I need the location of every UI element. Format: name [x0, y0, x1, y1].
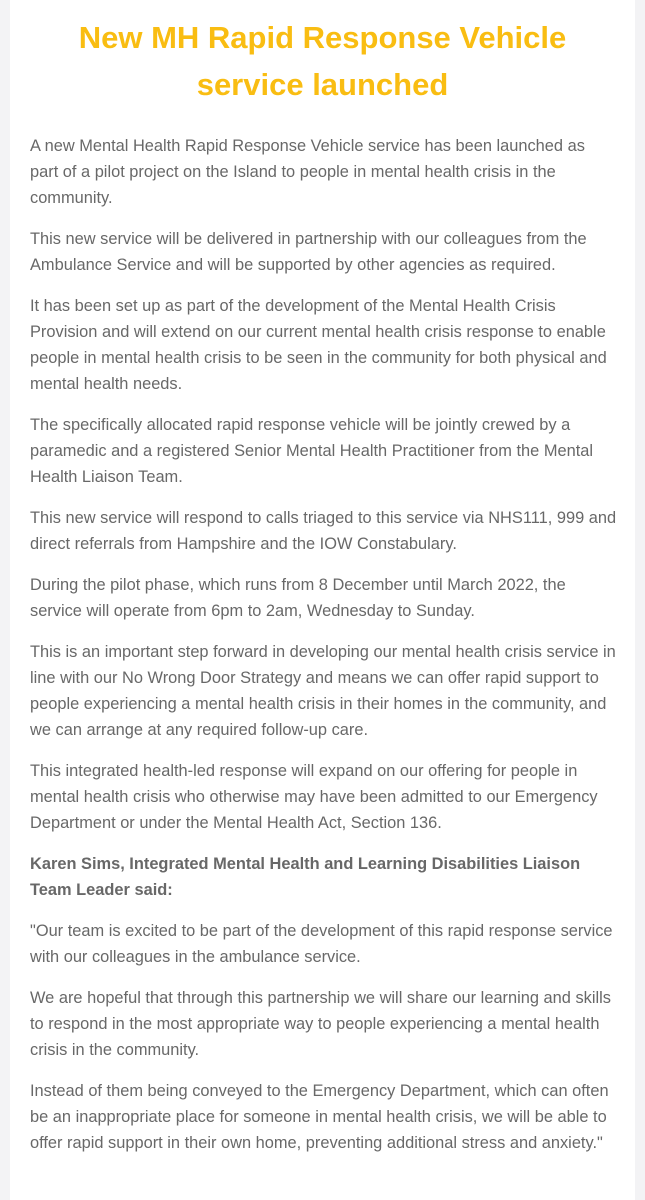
paragraph: During the pilot phase, which runs from 8 December until March 2022, the service will operate from 6pm to 2am, Wednesday to Sunday.	[30, 576, 566, 620]
paragraph: The specifically allocated rapid response vehicle will be jointly crewed by a paramedic and a registered Senior Mental Health Practitioner from the Mental Health Liaison Team.	[30, 416, 594, 486]
paragraph: A new Mental Health Rapid Response Vehicle service has been launched as part of a pilot project on the Island to people in mental health crisis in the community.	[30, 137, 585, 207]
quote-paragraph: Instead of them being conveyed to the Emergency Department, which can often be an inappropriate place for someone in mental health crisis, we will be able to offer rapid support in their own home, preventing additional stress and anxiety."	[30, 1082, 609, 1152]
paragraph: This integrated health-led response will expand on our offering for people in mental health crisis who otherwise may have been admitted to our Emergency Department or under the Mental Health Act, Section 136.	[30, 762, 598, 832]
paragraph: It has been set up as part of the development of the Mental Health Crisis Provision and will extend on our current mental health crisis response to enable people in mental health crisis to be seen in the community for both physical and mental health needs.	[30, 297, 607, 393]
quote-attribution: Karen Sims, Integrated Mental Health and Learning Disabilities Liaison Team Leader said:	[30, 855, 581, 899]
article-card	[10, 0, 635, 1200]
paragraph: This new service will be delivered in partnership with our colleagues from the Ambulance Service and will be supported by other agencies as required.	[30, 230, 587, 274]
quote-paragraph: We are hopeful that through this partnership we will share our learning and skills to respond in the most appropriate way to people experiencing a mental health crisis in the community.	[30, 989, 611, 1059]
paragraph: This is an important step forward in developing our mental health crisis service in line with our No Wrong Door Strategy and means we can offer rapid support to people experiencing a mental health crisis in their homes in the community, and we can arrange at any required follow-up care.	[30, 643, 616, 739]
quote-paragraph: "Our team is excited to be part of the development of this rapid response service with our colleagues in the ambulance service.	[30, 922, 613, 966]
article-body	[30, 133, 617, 1156]
paragraph: This new service will respond to calls triaged to this service via NHS111, 999 and direct referrals from Hampshire and the IOW Constabulary.	[30, 509, 617, 553]
article-title: New MH Rapid Response Vehicle service launched	[78, 20, 567, 102]
